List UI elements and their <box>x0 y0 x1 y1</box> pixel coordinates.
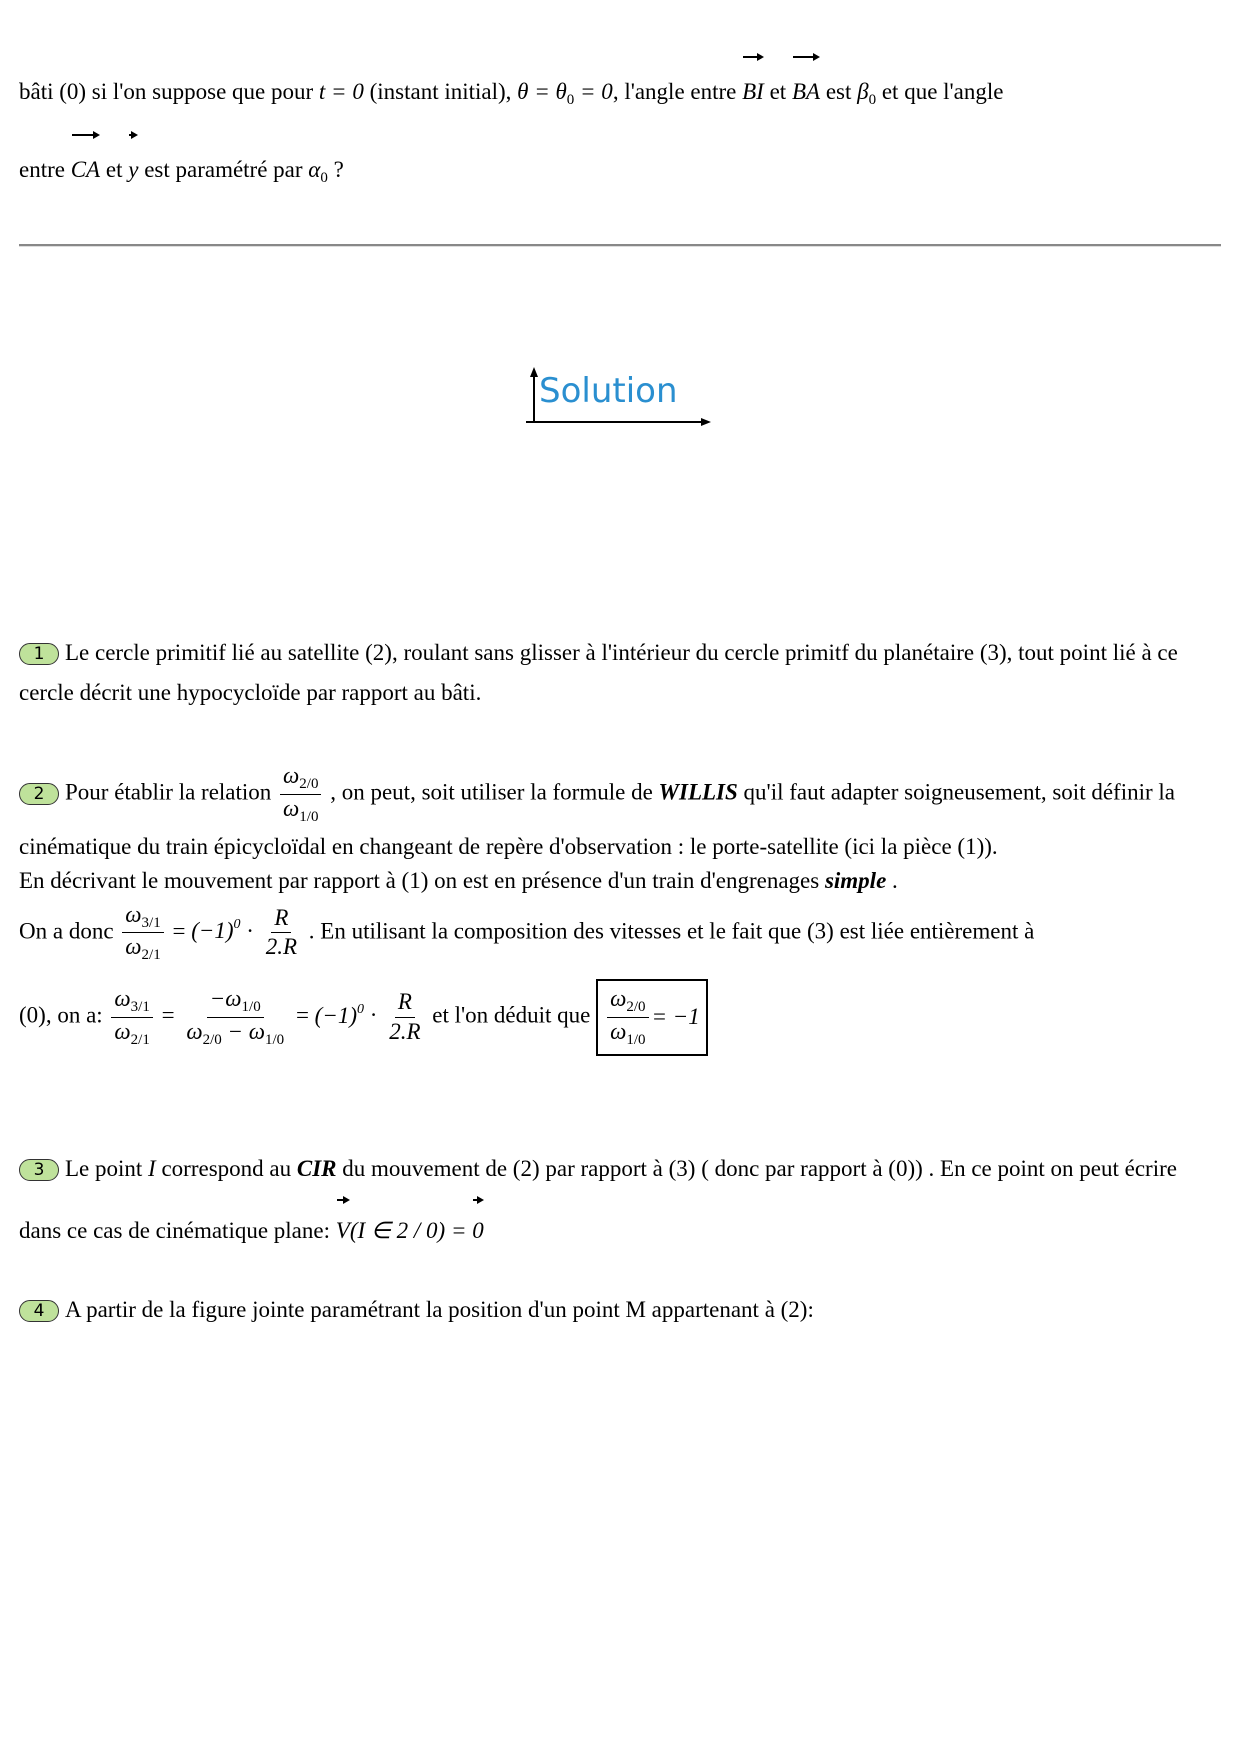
intro-text: bâti (0) si l'on suppose que pour <box>19 79 314 104</box>
fraction-w20-w10: $\frac{\omega_{2/0}}{\omega_{1/0}}$ <box>280 762 321 827</box>
intro-text: est paramétré par <box>144 157 303 182</box>
vector-ba: BA <box>792 54 820 124</box>
math-beta0: $\beta_0$ <box>857 79 877 108</box>
solution-link[interactable] <box>523 367 713 429</box>
item-text: (0), on a: <box>19 1002 103 1028</box>
math-minus-one-pow: $(-1)^0$ <box>191 917 241 944</box>
item-badge: 2 <box>19 783 59 805</box>
fraction-composition: $\frac{-\omega_{1/0}}{\omega_{2/0} - \omega_{1/0}}$ <box>186 986 285 1048</box>
item-text: et l'on déduit que <box>432 1002 591 1028</box>
intro-text: et <box>769 79 787 104</box>
intro-text: (instant initial), <box>369 79 512 104</box>
fraction-r-2r: $\frac{R}{2.R}$ <box>265 904 298 960</box>
intro-text: , l'angle entre <box>612 79 737 104</box>
item-text: En décrivant le mouvement par rapport à (1) on est en présence d'un train d'engrenages <box>19 867 820 893</box>
item-text: Le point <box>65 1156 143 1181</box>
vector-y: y <box>128 132 138 202</box>
math-alpha0: $\alpha_0$ <box>308 157 328 186</box>
intro-text: ? <box>333 157 344 182</box>
item-text: du mouvement de (2) par rapport à (3) ( donc par rapport à (0)) . En ce point on peut écrire dans ce cas de cinématique plane: <box>19 1156 1177 1243</box>
item-badge: 4 <box>19 1300 59 1322</box>
fraction-w20-w10: $\frac{\omega_{2/0}}{\omega_{1/0}}$ <box>607 985 648 1050</box>
fraction-w31-w21: $\frac{\omega_{3/1}}{\omega_{2/1}}$ <box>122 901 163 966</box>
item-text: . <box>892 867 898 893</box>
intro-text: est <box>825 79 852 104</box>
item-text: qu'il faut adapter soigneusement, soit définir la cinématique du train épicycloïdal en changeant de repère d'observation : le porte-satellite (ici la pièce (1)). <box>19 779 1175 859</box>
item-text: A partir de la figure jointe paramétrant la position d'un point M appartenant à (2): <box>65 1297 814 1322</box>
simple-term: simple <box>824 867 887 893</box>
horizontal-rule <box>19 244 1221 247</box>
math-minus-one-pow: $(-1)^0$ <box>314 1001 365 1028</box>
fraction-r-2r: $\frac{R}{2.R}$ <box>389 989 421 1044</box>
cir-term: CIR <box>296 1156 337 1181</box>
fraction-w31-w21: $\frac{\omega_{3/1}}{\omega_{2/1}}$ <box>111 985 152 1050</box>
item-text: correspond au <box>161 1156 292 1181</box>
solution-item-4 <box>19 1290 1219 1330</box>
item-text: Pour établir la relation <box>65 779 272 805</box>
item-text: , on peut, soit utiliser la formule de <box>330 779 653 805</box>
intro-paragraph <box>19 54 1219 210</box>
item-badge: 3 <box>19 1159 59 1181</box>
math-dot: · <box>246 918 254 944</box>
solution-item-2 <box>19 762 1219 1056</box>
result-box <box>596 979 708 1056</box>
item-text: Le cercle primitif lié au satellite (2), roulant sans glisser à l'intérieur du cercle primitf du planétaire (3), tout point lié à ce cercle décrit une hypocycloïde par rapport au bâti. <box>19 640 1178 705</box>
math-t-eq: t = 0 <box>318 79 364 104</box>
math-eq: = <box>161 1002 175 1028</box>
math-velocity: V(I ∈ 2 / 0) = 0 <box>336 1218 484 1243</box>
vector-ca: CA <box>71 132 100 202</box>
math-eq: = <box>172 918 186 944</box>
item-text: On a donc <box>19 918 114 944</box>
solution-item-3 <box>19 1141 1219 1259</box>
math-i: I <box>148 1156 156 1181</box>
math-theta: $\theta = \theta_0 = 0$ <box>517 79 613 108</box>
result-value: = −1 <box>651 1004 700 1030</box>
math-dot: · <box>369 1002 378 1028</box>
math-eq: = <box>295 1002 309 1028</box>
intro-text: et que l'angle <box>881 79 1004 104</box>
intro-text: et <box>105 157 123 182</box>
willis-term: WILLIS <box>658 779 738 805</box>
solution-label: Solution <box>539 371 678 411</box>
solution-item-1 <box>19 633 1219 713</box>
item-badge: 1 <box>19 643 59 665</box>
intro-text: entre <box>19 157 65 182</box>
item-text: . En utilisant la composition des vitesses et le fait que (3) est liée entièrement à <box>308 918 1035 944</box>
vector-bi: BI <box>742 54 764 124</box>
